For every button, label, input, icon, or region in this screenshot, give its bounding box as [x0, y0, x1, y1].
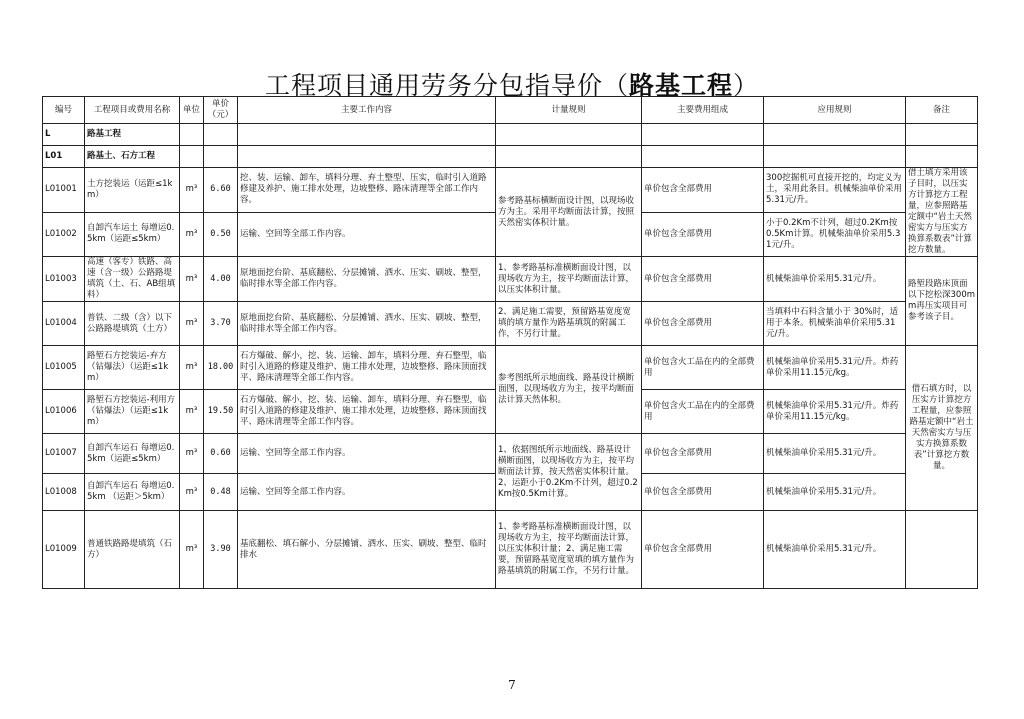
page-number: 7 — [508, 678, 516, 692]
row-fee: 单价包含火工品在内的全部费用 — [642, 346, 764, 390]
section-row — [43, 124, 978, 146]
row-name: 土方挖装运（运距≤1km） — [85, 168, 180, 213]
header-name: 工程项目或费用名称 — [85, 97, 180, 124]
row-code: L01003 — [43, 257, 85, 302]
table-row — [43, 511, 978, 589]
row-code: L01006 — [43, 390, 85, 434]
row-unit: m³ — [180, 511, 204, 589]
row-unit: m³ — [180, 168, 204, 213]
section-code: L01 — [43, 146, 85, 168]
row-content: 基底翻松、填石解小、分层摊铺、洒水、压实、刷坡、整型、临时排水 — [238, 511, 496, 589]
row-price: 0.60 — [204, 434, 238, 474]
header-unit: 单位 — [180, 97, 204, 124]
price-table — [42, 96, 978, 589]
row-rule: 参考路基标横断面设计图，以现场收方为主。采用平均断面法计算，按照天然密实体积计量。 — [496, 168, 642, 257]
section-row — [43, 146, 978, 168]
row-name: 路堑石方挖装运-弃方（钻爆法）（运距≤1km） — [85, 346, 180, 390]
header-rule: 计量规则 — [496, 97, 642, 124]
section-code: L — [43, 124, 85, 146]
row-price: 3.90 — [204, 511, 238, 589]
row-apply: 300挖掘机可直接开挖的，均定义为土，采用此条目。机械柴油单价采用5.31元/升。 — [764, 168, 906, 213]
row-fee: 单价包含全部费用 — [642, 302, 764, 346]
row-price: 18.00 — [204, 346, 238, 390]
row-unit: m³ — [180, 302, 204, 346]
row-name: 普通铁路路堤填筑（石方） — [85, 511, 180, 589]
row-code: L01007 — [43, 434, 85, 474]
row-unit: m³ — [180, 390, 204, 434]
row-code: L01002 — [43, 212, 85, 257]
header-content: 主要工作内容 — [238, 97, 496, 124]
section-name: 路基工程 — [85, 124, 180, 146]
table-row — [43, 434, 978, 474]
row-code: L01005 — [43, 346, 85, 390]
row-unit: m³ — [180, 212, 204, 257]
row-rule: 2、满足施工需要，预留路基宽度宽填的填方量作为路基填筑的附属工作，不另行计量。 — [496, 302, 642, 346]
row-name: 路堑石方挖装运-利用方（钻爆法）（运距≤1km） — [85, 390, 180, 434]
document-title: 工程项目通用劳务分包指导价（路基工程） — [264, 71, 760, 100]
row-fee: 单价包含全部费用 — [642, 511, 764, 589]
table-row — [43, 302, 978, 346]
row-apply: 机械柴油单价采用5.31元/升。 — [764, 434, 906, 474]
row-name: 自卸汽车运石 每增运0.5km（运距≤5km） — [85, 434, 180, 474]
row-remark — [906, 511, 978, 589]
header-remark: 备注 — [906, 97, 978, 124]
row-unit: m³ — [180, 346, 204, 390]
header-code: 编号 — [43, 97, 85, 124]
row-name: 自卸汽车运石 每增运0.5km （运距＞5km） — [85, 474, 180, 511]
row-apply: 机械柴油单价采用5.31元/升。 — [764, 257, 906, 302]
document-title-bold: 路基工程 — [628, 71, 733, 100]
row-rule: 1、依据图纸所示地面线、路基设计横断面图，以现场收方为主，按平均断面法计算，按天然密实体积计量。2、运距小于0.2Km不计列，超过0.2Km按0.5Km计算。 — [496, 434, 642, 511]
row-price: 4.00 — [204, 257, 238, 302]
header-apply: 应用规则 — [764, 97, 906, 124]
row-content: 石方爆破、解小，挖、装、运输、卸车，填料分理、弃石整型，临时引入道路的修建及维护、施工排水处理，边坡整修、路床顶面找平、路床清理等全部工作内容。 — [238, 390, 496, 434]
row-price: 3.70 — [204, 302, 238, 346]
row-content: 原地面挖台阶、基底翻松、分层摊铺、洒水、压实、刷坡、整型，临时排水等全部工作内容。 — [238, 302, 496, 346]
row-unit: m³ — [180, 257, 204, 302]
row-rule: 1、参考路基标准横断面设计图，以现场收方为主，按平均断面法计算，以压实体积计量；2、满足施工需要，预留路基宽度宽填的填方量作为路基填筑的附属工作，不另行计量。 — [496, 511, 642, 589]
header-fee: 主要费用组成 — [642, 97, 764, 124]
row-price: 19.50 — [204, 390, 238, 434]
row-code: L01001 — [43, 168, 85, 213]
row-fee: 单价包含全部费用 — [642, 257, 764, 302]
row-remark: 路堑段路床顶面以下挖松深300mm再压实项目可参考该子目。 — [906, 257, 978, 346]
row-apply: 机械柴油单价采用5.31元/升。炸药单价采用11.15元/kg。 — [764, 390, 906, 434]
row-apply: 当填料中石料含量小于 30%时，适用于本条。机械柴油单价采用5.31元/升。 — [764, 302, 906, 346]
row-name: 高速（客专）铁路、高速（含一级）公路路堤填筑（土、石、AB组填料） — [85, 257, 180, 302]
row-fee: 单价包含全部费用 — [642, 168, 764, 213]
row-unit: m³ — [180, 474, 204, 511]
row-apply: 机械柴油单价采用5.31元/升。炸药单价采用11.15元/kg。 — [764, 346, 906, 390]
row-name: 普铁、二级（含）以下公路路堤填筑（土方） — [85, 302, 180, 346]
row-content: 挖、装、运输、卸车，填料分理、弃土整型、压实，临时引入道路修建及养护、施工排水处理，边坡整修、路床清理等全部工作内容。 — [238, 168, 496, 213]
table-row — [43, 257, 978, 302]
header-price: 单价 （元） — [204, 97, 238, 124]
row-content: 原地面挖台阶、基底翻松、分层摊铺、洒水、压实、刷坡、整型，临时排水等全部工作内容。 — [238, 257, 496, 302]
row-price: 6.60 — [204, 168, 238, 213]
row-fee: 单价包含全部费用 — [642, 474, 764, 511]
row-apply: 小于0.2Km不计列，超过0.2Km按0.5Km计算。机械柴油单价采用5.31元/升。 — [764, 212, 906, 257]
header-row — [43, 97, 978, 124]
row-code: L01008 — [43, 474, 85, 511]
row-rule: 1、参考路基标准横断面设计图，以现场收方为主，按平均断面法计算，以压实体积计量。 — [496, 257, 642, 302]
row-name: 自卸汽车运土 每增运0.5km（运距≤5km） — [85, 212, 180, 257]
row-content: 运输、空回等全部工作内容。 — [238, 474, 496, 511]
row-unit: m³ — [180, 434, 204, 474]
row-content: 运输、空回等全部工作内容。 — [238, 212, 496, 257]
row-remark: 借土填方采用该子目时，以压实方计算挖方工程量，应参照路基定额中“岩土天然密实方与压实方换算系数表”计算挖方数量。 — [906, 168, 978, 257]
row-remark: 借石填方时，以压实方计算挖方工程量，应参照路基定额中“岩土天然密实方与压实方换算系数表”计算挖方数量。 — [906, 346, 978, 511]
row-apply: 机械柴油单价采用5.31元/升。 — [764, 511, 906, 589]
section-name: 路基土、石方工程 — [85, 146, 180, 168]
row-code: L01004 — [43, 302, 85, 346]
row-apply: 机械柴油单价采用5.31元/升。 — [764, 474, 906, 511]
row-fee: 单价包含全部费用 — [642, 212, 764, 257]
row-fee: 单价包含全部费用 — [642, 434, 764, 474]
row-content: 石方爆破、解小，挖、装、运输、卸车，填料分理、弃石整型，临时引入道路的修建及维护、施工排水处理，边坡整修、路床顶面找平、路床清理等全部工作内容。 — [238, 346, 496, 390]
row-fee: 单价包含火工品在内的全部费用 — [642, 390, 764, 434]
row-content: 运输、空回等全部工作内容。 — [238, 434, 496, 474]
table-row — [43, 346, 978, 390]
table-row — [43, 168, 978, 213]
row-rule: 参考图纸所示地面线、路基设计横断面图，以现场收方为主，按平均断面法计算天然体积。 — [496, 346, 642, 434]
row-price: 0.48 — [204, 474, 238, 511]
row-code: L01009 — [43, 511, 85, 589]
row-price: 0.50 — [204, 212, 238, 257]
